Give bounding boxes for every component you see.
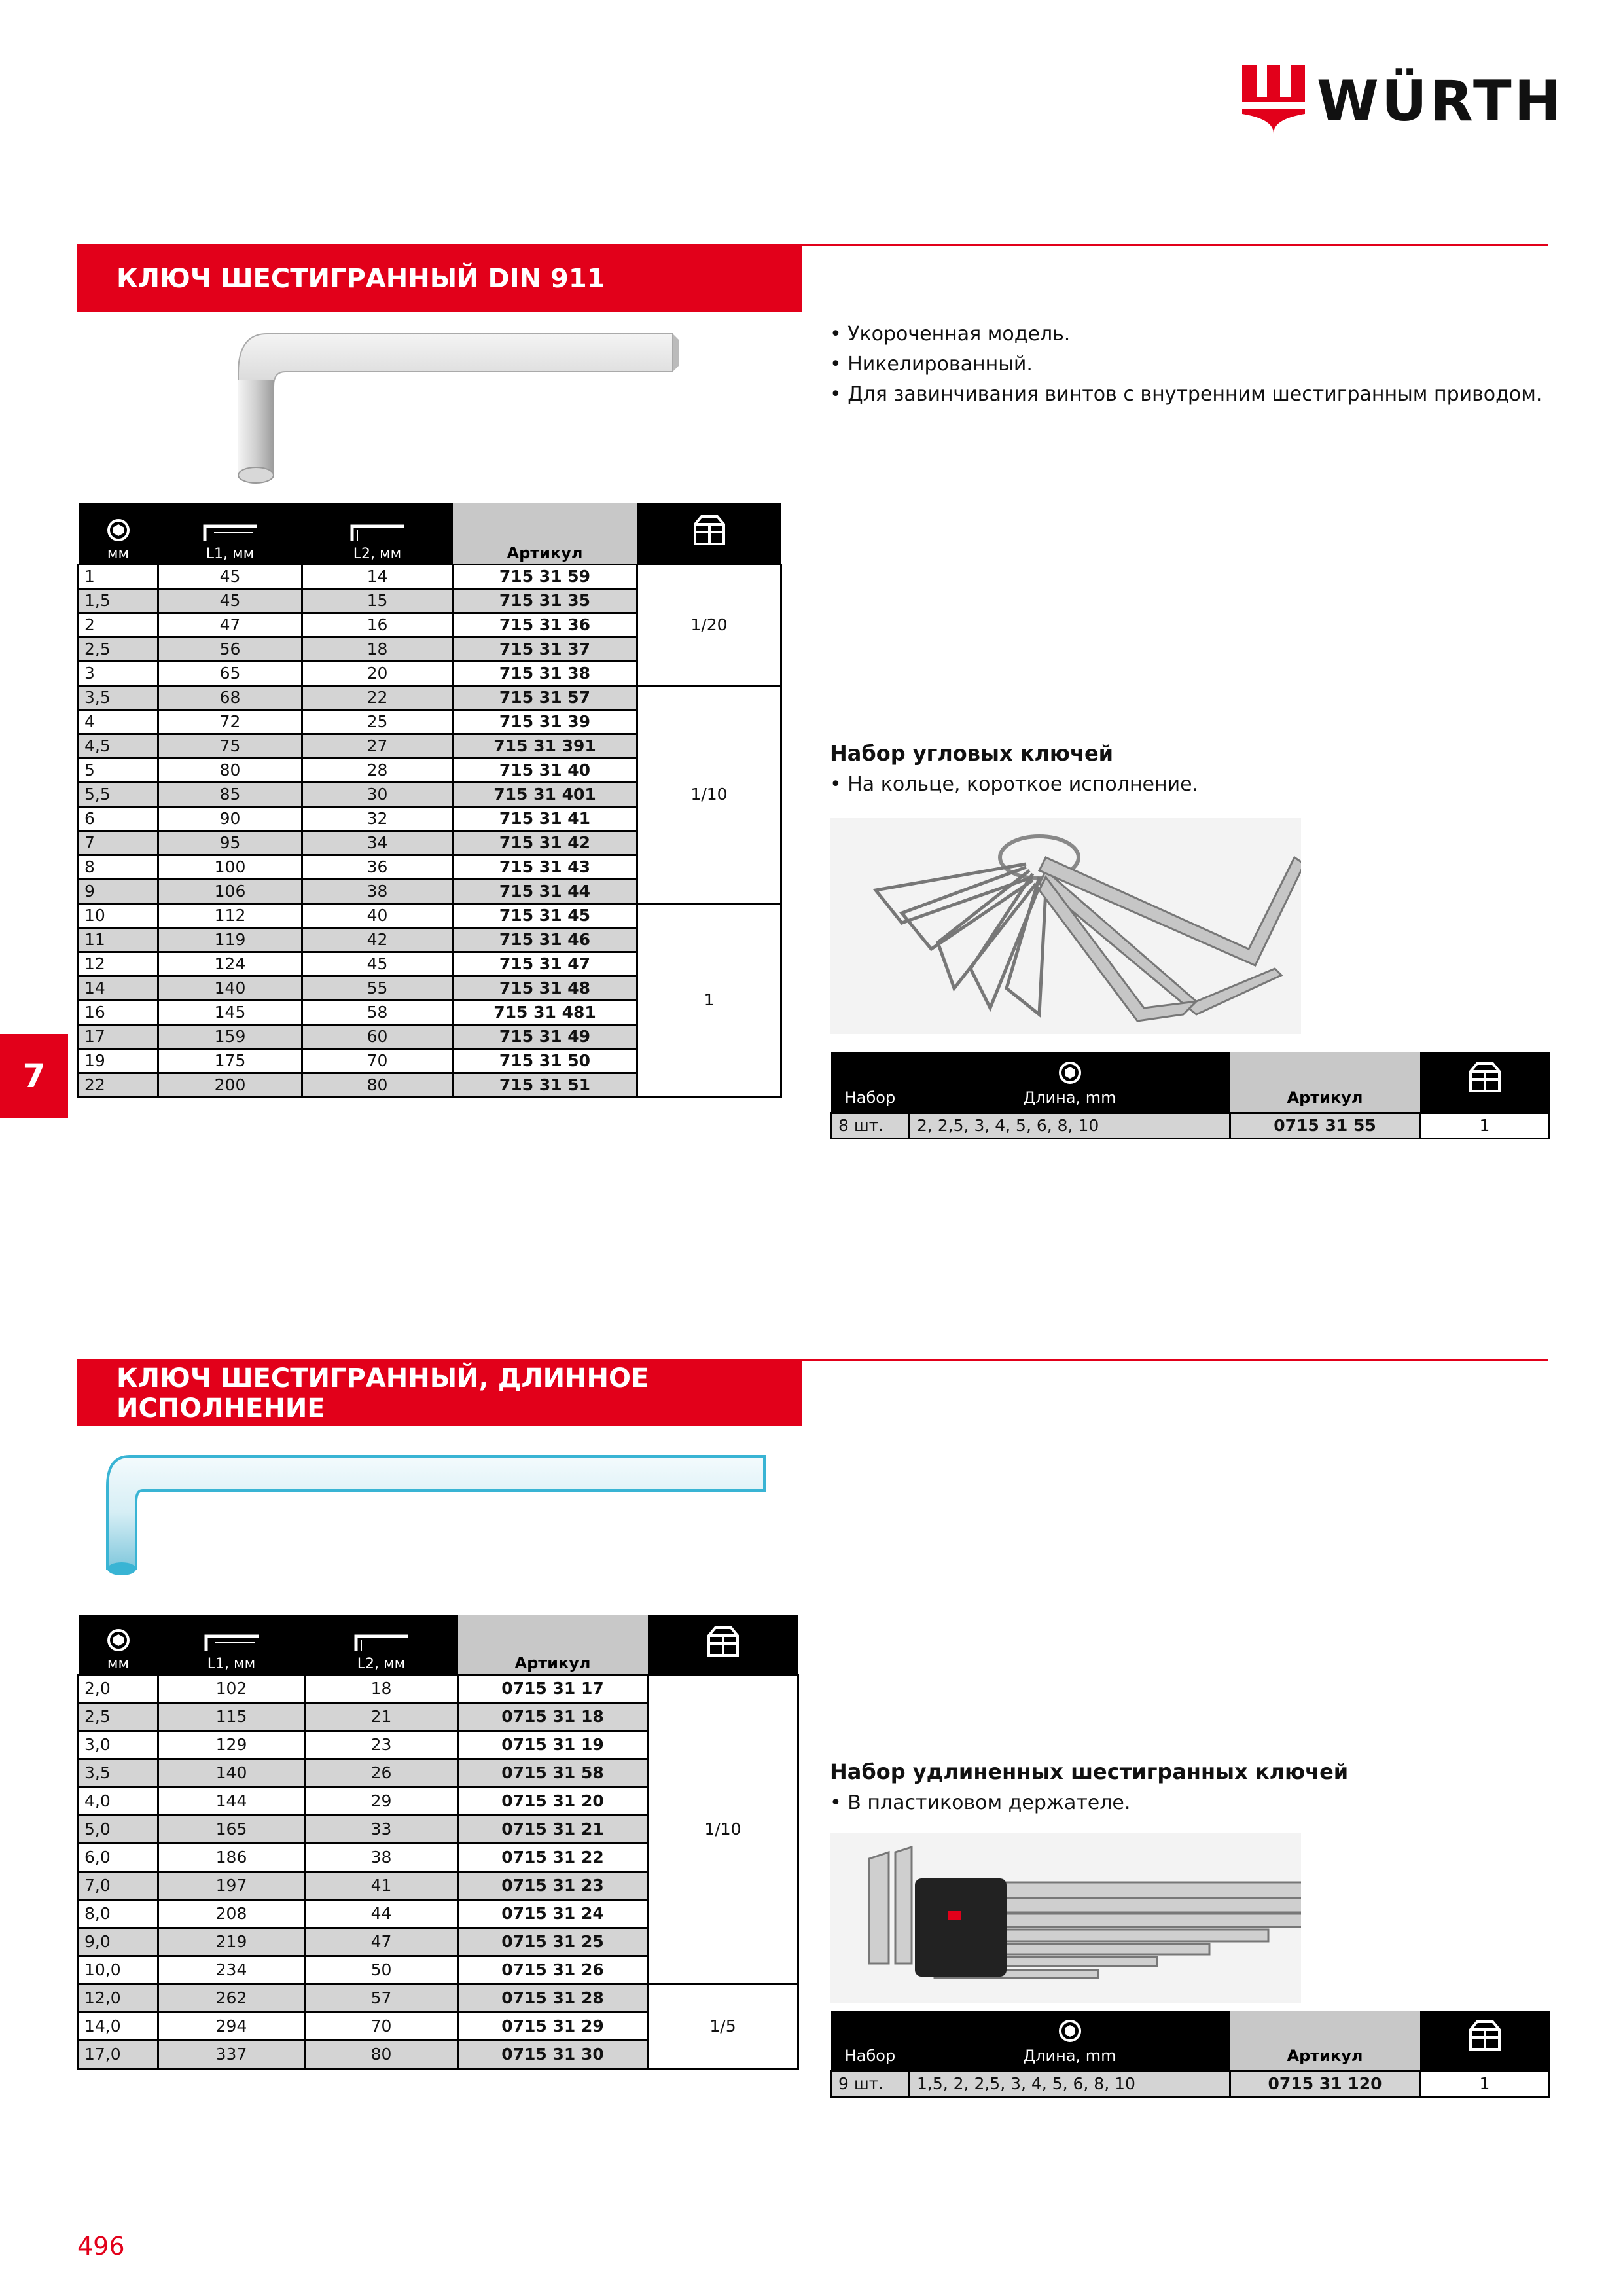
- article-cell: 715 31 37: [453, 637, 637, 661]
- package-icon: [1468, 2019, 1502, 2052]
- article-cell: 715 31 44: [453, 879, 637, 903]
- size-cell: 5,5: [79, 782, 158, 806]
- set1-col-length: [910, 1052, 1230, 1113]
- l1-cell: 112: [158, 903, 302, 927]
- l1-cell: 68: [158, 685, 302, 709]
- l2-cell: 36: [302, 855, 453, 879]
- article-cell: 715 31 43: [453, 855, 637, 879]
- col-l1-header: [158, 503, 302, 564]
- pack-quantity-cell: 1/10: [648, 1674, 798, 1984]
- size-cell: 9: [79, 879, 158, 903]
- set2-col-length-label: Длина, mm: [1023, 2046, 1116, 2065]
- size-cell: 1,5: [79, 588, 158, 613]
- size-cell: 12: [79, 952, 158, 976]
- l1-cell: 140: [158, 976, 302, 1000]
- set1-pack: 1: [1420, 1113, 1550, 1138]
- article-cell: 715 31 401: [453, 782, 637, 806]
- l1-cell: 45: [158, 564, 302, 588]
- l2-cell: 38: [302, 879, 453, 903]
- hex-key-short-image: [77, 314, 802, 497]
- l1-cell: 95: [158, 831, 302, 855]
- wurth-logo-icon: [1242, 65, 1305, 134]
- col-article-header: Артикул: [453, 503, 637, 564]
- l2-cell: 22: [302, 685, 453, 709]
- set2-lengths: 1,5, 2, 2,5, 3, 4, 5, 6, 8, 10: [910, 2071, 1230, 2096]
- l2-cell: 40: [302, 903, 453, 927]
- l2-cell: 21: [305, 1702, 458, 1731]
- brand-name: WÜRTH: [1317, 69, 1564, 134]
- feature-item: • Никелированный.: [830, 350, 1542, 380]
- l2-cell: 38: [305, 1843, 458, 1871]
- size-cell: 7,0: [79, 1871, 158, 1899]
- size-cell: 8: [79, 855, 158, 879]
- table-row: [79, 685, 781, 709]
- article-cell: 715 31 42: [453, 831, 637, 855]
- set2-table: [830, 2011, 1550, 2098]
- col-article-header: Артикул: [458, 1615, 648, 1674]
- col-l2-header: [305, 1615, 458, 1674]
- set1-lengths: 2, 2,5, 3, 4, 5, 6, 8, 10: [910, 1113, 1230, 1138]
- size-cell: 5: [79, 758, 158, 782]
- size-cell: 17,0: [79, 2040, 158, 2068]
- size-cell: 2,5: [79, 1702, 158, 1731]
- l1-cell: 159: [158, 1024, 302, 1049]
- l2-cell: 30: [302, 782, 453, 806]
- size-cell: 2: [79, 613, 158, 637]
- set1-article: 0715 31 55: [1230, 1113, 1420, 1138]
- col-size-label: мм: [107, 545, 130, 562]
- size-cell: 17: [79, 1024, 158, 1049]
- set1-col-article: Артикул: [1230, 1052, 1420, 1113]
- l1-cell: 294: [158, 2012, 305, 2040]
- l1-cell: 80: [158, 758, 302, 782]
- size-cell: 6: [79, 806, 158, 831]
- article-cell: 715 31 481: [453, 1000, 637, 1024]
- l1-cell: 75: [158, 734, 302, 758]
- size-cell: 11: [79, 927, 158, 952]
- size-cell: 10,0: [79, 1956, 158, 1984]
- l1-cell: 165: [158, 1815, 305, 1843]
- section2-title: КЛЮЧ ШЕСТИГРАННЫЙ, ДЛИННОЕ ИСПОЛНЕНИЕ: [77, 1361, 802, 1426]
- l1-length-icon: [202, 1632, 261, 1652]
- l1-length-icon: [201, 522, 260, 542]
- l2-cell: 29: [305, 1787, 458, 1815]
- table-row: [79, 1984, 798, 2012]
- article-cell: 715 31 45: [453, 903, 637, 927]
- l2-cell: 27: [302, 734, 453, 758]
- article-cell: 715 31 48: [453, 976, 637, 1000]
- set2-article: 0715 31 120: [1230, 2071, 1420, 2096]
- l1-cell: 90: [158, 806, 302, 831]
- hex-key-ring-set-image: [830, 818, 1301, 1034]
- article-cell: 0715 31 23: [458, 1871, 648, 1899]
- l2-cell: 18: [305, 1674, 458, 1702]
- article-cell: 715 31 41: [453, 806, 637, 831]
- l1-cell: 175: [158, 1049, 302, 1073]
- l1-cell: 337: [158, 2040, 305, 2068]
- l2-cell: 44: [305, 1899, 458, 1928]
- l2-cell: 32: [302, 806, 453, 831]
- l1-cell: 262: [158, 1984, 305, 2012]
- set1-col-length-label: Длина, mm: [1023, 1088, 1116, 1107]
- article-cell: 715 31 49: [453, 1024, 637, 1049]
- l1-cell: 65: [158, 661, 302, 685]
- l2-cell: 33: [305, 1815, 458, 1843]
- l1-cell: 106: [158, 879, 302, 903]
- l2-cell: 26: [305, 1759, 458, 1787]
- l2-cell: 60: [302, 1024, 453, 1049]
- size-cell: 8,0: [79, 1899, 158, 1928]
- l2-cell: 41: [305, 1871, 458, 1899]
- pack-quantity-cell: 1/10: [637, 685, 781, 903]
- package-icon: [692, 514, 726, 547]
- l1-cell: 119: [158, 927, 302, 952]
- l2-length-icon: [348, 522, 407, 542]
- col-size-header: [79, 503, 158, 564]
- size-cell: 14,0: [79, 2012, 158, 2040]
- set1-table: [830, 1052, 1550, 1139]
- table-row: [79, 903, 781, 927]
- section1-title: КЛЮЧ ШЕСТИГРАННЫЙ DIN 911: [77, 246, 802, 312]
- set2-title: Набор удлиненных шестигранных ключей: [830, 1759, 1349, 1784]
- l2-cell: 20: [302, 661, 453, 685]
- l1-cell: 197: [158, 1871, 305, 1899]
- size-cell: 7: [79, 831, 158, 855]
- l2-cell: 58: [302, 1000, 453, 1024]
- l2-cell: 50: [305, 1956, 458, 1984]
- article-cell: 715 31 391: [453, 734, 637, 758]
- size-cell: 1: [79, 564, 158, 588]
- hex-key-holder-set-image: [830, 1833, 1301, 2003]
- article-cell: 0715 31 26: [458, 1956, 648, 1984]
- l2-cell: 70: [305, 2012, 458, 2040]
- article-cell: 0715 31 30: [458, 2040, 648, 2068]
- page-number: 496: [77, 2232, 125, 2261]
- set2-col-pack: [1420, 2011, 1550, 2071]
- l1-cell: 100: [158, 855, 302, 879]
- article-cell: 715 31 59: [453, 564, 637, 588]
- chapter-tab: 7: [0, 1034, 68, 1118]
- l2-cell: 57: [305, 1984, 458, 2012]
- l2-length-icon: [352, 1632, 411, 1652]
- pack-quantity-cell: 1/5: [648, 1984, 798, 2068]
- package-icon: [706, 1625, 740, 1658]
- size-cell: 22: [79, 1073, 158, 1097]
- hex-icon: [107, 518, 130, 542]
- article-cell: 715 31 57: [453, 685, 637, 709]
- set1-count: 8 шт.: [831, 1113, 910, 1138]
- size-cell: 14: [79, 976, 158, 1000]
- col-pack-header: [637, 503, 781, 564]
- l1-cell: 234: [158, 1956, 305, 1984]
- l1-cell: 129: [158, 1731, 305, 1759]
- size-cell: 6,0: [79, 1843, 158, 1871]
- size-cell: 9,0: [79, 1928, 158, 1956]
- size-cell: 4: [79, 709, 158, 734]
- size-cell: 3,0: [79, 1731, 158, 1759]
- article-cell: 0715 31 20: [458, 1787, 648, 1815]
- set1-title: Набор угловых ключей: [830, 741, 1114, 766]
- hex-icon: [1058, 2019, 1082, 2043]
- size-cell: 2,5: [79, 637, 158, 661]
- l1-cell: 219: [158, 1928, 305, 1956]
- hex-icon: [1058, 1061, 1082, 1085]
- l2-cell: 16: [302, 613, 453, 637]
- article-cell: 0715 31 24: [458, 1899, 648, 1928]
- article-cell: 0715 31 21: [458, 1815, 648, 1843]
- col-l1-label: L1, мм: [205, 545, 255, 562]
- hex-icon: [107, 1628, 130, 1652]
- l1-cell: 200: [158, 1073, 302, 1097]
- article-cell: 715 31 47: [453, 952, 637, 976]
- article-cell: 0715 31 17: [458, 1674, 648, 1702]
- set2-col-set: Набор: [831, 2011, 910, 2071]
- set2-col-article: Артикул: [1230, 2011, 1420, 2071]
- feature-item: • В пластиковом держателе.: [830, 1788, 1130, 1818]
- l2-cell: 80: [305, 2040, 458, 2068]
- size-cell: 3,5: [79, 685, 158, 709]
- article-cell: 0715 31 18: [458, 1702, 648, 1731]
- article-cell: 0715 31 58: [458, 1759, 648, 1787]
- article-cell: 715 31 51: [453, 1073, 637, 1097]
- article-cell: 715 31 46: [453, 927, 637, 952]
- article-cell: 715 31 36: [453, 613, 637, 637]
- l2-cell: 25: [302, 709, 453, 734]
- size-cell: 19: [79, 1049, 158, 1073]
- l2-cell: 18: [302, 637, 453, 661]
- pack-quantity-cell: 1: [637, 903, 781, 1097]
- set2-features: [830, 1788, 1130, 1818]
- set1-col-pack: [1420, 1052, 1550, 1113]
- article-cell: 0715 31 22: [458, 1843, 648, 1871]
- l2-cell: 55: [302, 976, 453, 1000]
- l1-cell: 186: [158, 1843, 305, 1871]
- din911-table: [77, 503, 782, 1098]
- l1-cell: 72: [158, 709, 302, 734]
- l2-cell: 14: [302, 564, 453, 588]
- col-l2-label: L2, мм: [353, 545, 402, 562]
- l1-cell: 56: [158, 637, 302, 661]
- l1-cell: 102: [158, 1674, 305, 1702]
- l2-cell: 34: [302, 831, 453, 855]
- size-cell: 3,5: [79, 1759, 158, 1787]
- article-cell: 0715 31 25: [458, 1928, 648, 1956]
- feature-item: • На кольце, короткое исполнение.: [830, 770, 1198, 800]
- set1-col-set: Набор: [831, 1052, 910, 1113]
- l1-cell: 124: [158, 952, 302, 976]
- size-cell: 4,0: [79, 1787, 158, 1815]
- l1-cell: 45: [158, 588, 302, 613]
- size-cell: 2,0: [79, 1674, 158, 1702]
- col-l2-label: L2, мм: [357, 1655, 406, 1672]
- col-size-label: мм: [107, 1655, 130, 1672]
- article-cell: 0715 31 19: [458, 1731, 648, 1759]
- table-row: [79, 1674, 798, 1702]
- article-cell: 715 31 38: [453, 661, 637, 685]
- size-cell: 12,0: [79, 1984, 158, 2012]
- l2-cell: 15: [302, 588, 453, 613]
- size-cell: 5,0: [79, 1815, 158, 1843]
- l2-cell: 45: [302, 952, 453, 976]
- article-cell: 715 31 39: [453, 709, 637, 734]
- l2-cell: 70: [302, 1049, 453, 1073]
- size-cell: 4,5: [79, 734, 158, 758]
- l1-cell: 47: [158, 613, 302, 637]
- l1-cell: 208: [158, 1899, 305, 1928]
- pack-quantity-cell: 1/20: [637, 564, 781, 685]
- long-hex-table: [77, 1615, 799, 2070]
- col-l1-label: L1, мм: [207, 1655, 256, 1672]
- l1-cell: 144: [158, 1787, 305, 1815]
- article-cell: 715 31 40: [453, 758, 637, 782]
- col-l1-header: [158, 1615, 305, 1674]
- article-cell: 0715 31 29: [458, 2012, 648, 2040]
- l1-cell: 115: [158, 1702, 305, 1731]
- size-cell: 16: [79, 1000, 158, 1024]
- l2-cell: 23: [305, 1731, 458, 1759]
- col-pack-header: [648, 1615, 798, 1674]
- section1-features: [830, 319, 1542, 410]
- feature-item: • Для завинчивания винтов с внутренним шестигранным приводом.: [830, 380, 1542, 410]
- l1-cell: 140: [158, 1759, 305, 1787]
- l1-cell: 145: [158, 1000, 302, 1024]
- size-cell: 10: [79, 903, 158, 927]
- article-cell: 715 31 35: [453, 588, 637, 613]
- article-cell: 715 31 50: [453, 1049, 637, 1073]
- col-l2-header: [302, 503, 453, 564]
- table-row: [79, 564, 781, 588]
- set2-pack: 1: [1420, 2071, 1550, 2096]
- l2-cell: 80: [302, 1073, 453, 1097]
- package-icon: [1468, 1061, 1502, 1094]
- hex-key-long-image: [77, 1430, 802, 1594]
- l1-cell: 85: [158, 782, 302, 806]
- l2-cell: 47: [305, 1928, 458, 1956]
- feature-item: • Укороченная модель.: [830, 319, 1542, 350]
- col-size-header: [79, 1615, 158, 1674]
- set1-features: [830, 770, 1198, 800]
- set2-col-length: [910, 2011, 1230, 2071]
- l2-cell: 42: [302, 927, 453, 952]
- size-cell: 3: [79, 661, 158, 685]
- set2-count: 9 шт.: [831, 2071, 910, 2096]
- article-cell: 0715 31 28: [458, 1984, 648, 2012]
- l2-cell: 28: [302, 758, 453, 782]
